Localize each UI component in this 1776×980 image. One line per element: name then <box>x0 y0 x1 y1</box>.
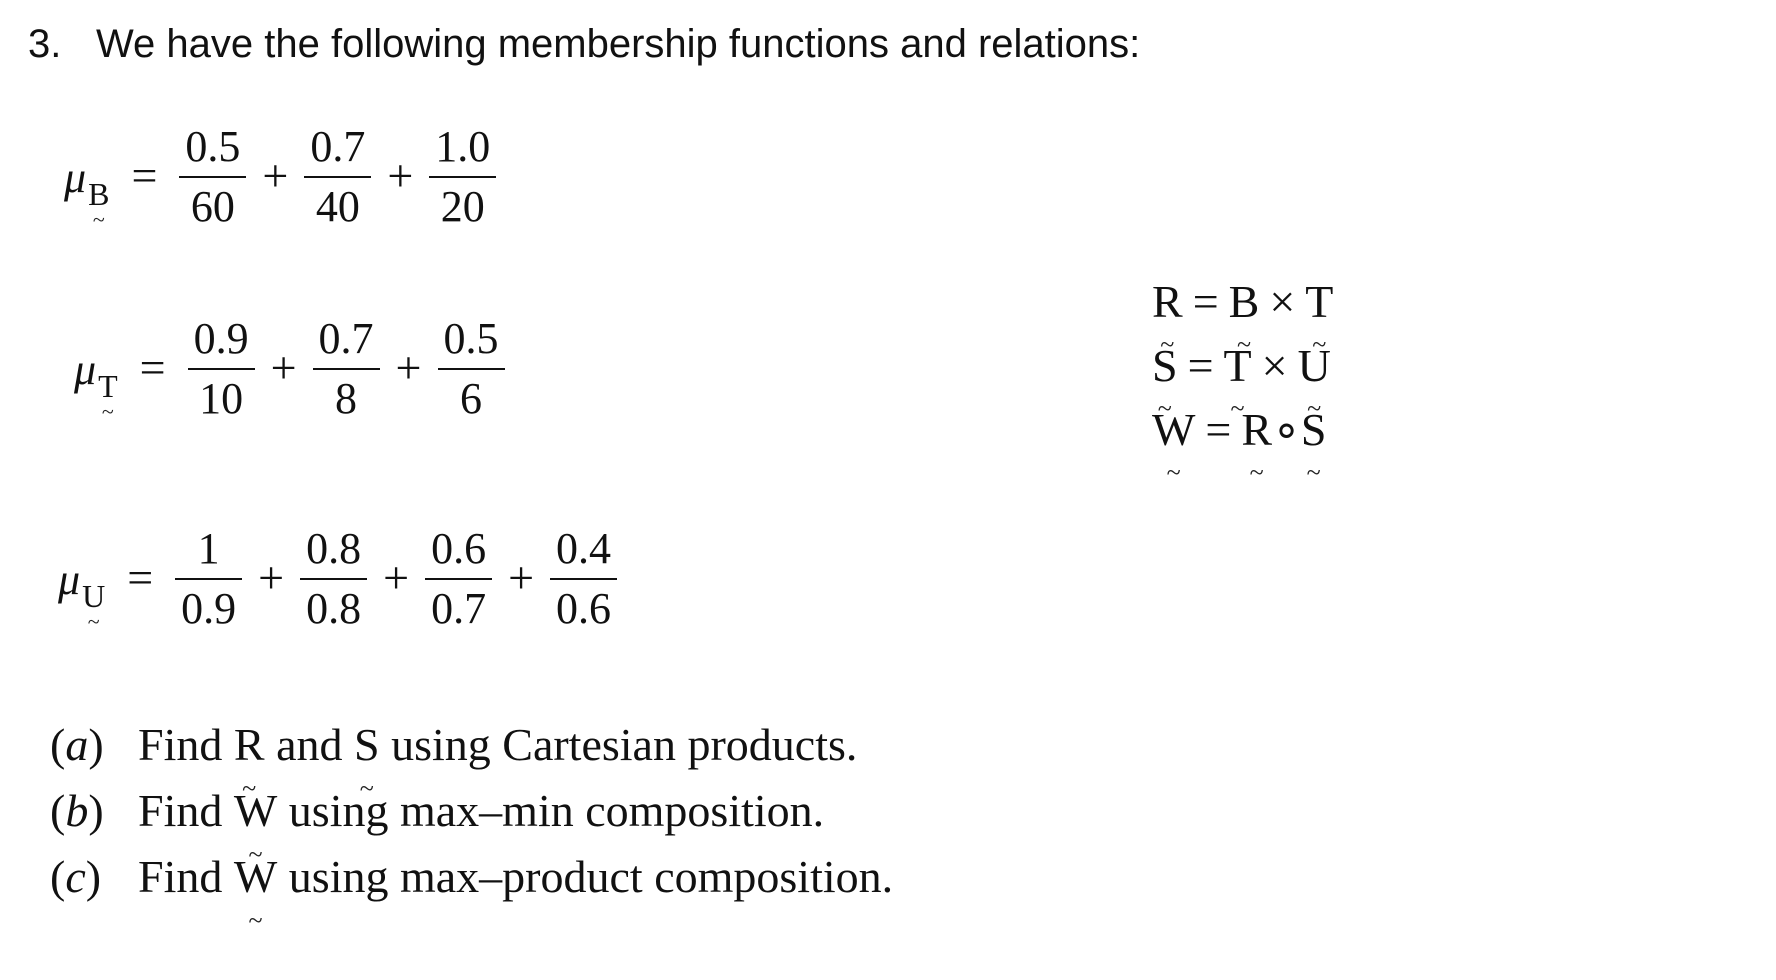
task-label: (b) <box>50 785 104 836</box>
task-text: using Cartesian products. <box>379 719 858 770</box>
relation-lhs: R ~ <box>1152 270 1183 334</box>
term-membership-value: 0.9 <box>193 314 249 363</box>
equals-sign: = <box>1187 340 1214 391</box>
term-membership-value: 0.6 <box>431 524 487 573</box>
term-element: 0.8 <box>306 584 362 633</box>
plus-sign: + <box>258 551 285 603</box>
equals-sign: = <box>139 341 166 393</box>
membership-term <box>300 520 367 638</box>
relation-operand: U ~ <box>1298 334 1331 398</box>
membership-lhs <box>74 344 118 404</box>
term-element: 8 <box>335 374 358 423</box>
problem-number: 3. <box>28 22 62 66</box>
term-membership-value: 1.0 <box>435 122 491 171</box>
relation-w <box>1152 398 1333 462</box>
relation-operand: S ~ <box>1301 398 1327 462</box>
membership-term <box>438 310 505 428</box>
fuzzy-set-symbol: R ~ <box>234 712 265 778</box>
membership-term <box>550 520 617 638</box>
fuzzy-set-symbol: W ~ <box>234 844 277 910</box>
term-element: 60 <box>190 182 235 231</box>
task-item-a <box>50 712 893 778</box>
term-element: 0.9 <box>181 584 237 633</box>
task-text: Find <box>138 719 234 770</box>
term-membership-value: 1 <box>197 524 220 573</box>
relation-operand: R ~ <box>1241 398 1272 462</box>
task-label: (a) <box>50 719 104 770</box>
relation-lhs: W ~ <box>1152 398 1195 462</box>
task-list <box>50 712 893 910</box>
term-membership-value: 0.7 <box>318 314 374 363</box>
membership-function-b <box>64 118 496 236</box>
task-text: Find <box>138 785 234 836</box>
membership-function-t <box>74 310 505 428</box>
term-membership-value: 0.5 <box>185 122 241 171</box>
relations-block <box>1152 270 1333 462</box>
membership-lhs <box>58 554 106 614</box>
term-element: 0.6 <box>556 584 612 633</box>
term-membership-value: 0.7 <box>310 122 366 171</box>
membership-term <box>175 520 242 638</box>
composition-sign: ∘ <box>1272 404 1301 455</box>
membership-term <box>429 118 496 236</box>
term-element: 40 <box>315 182 360 231</box>
plus-sign: + <box>262 149 289 201</box>
task-label: (c) <box>50 851 102 902</box>
plus-sign: + <box>387 149 414 201</box>
relation-operand: T ~ <box>1224 334 1252 398</box>
term-element: 0.7 <box>431 584 487 633</box>
mu-symbol: μ <box>58 554 81 604</box>
term-membership-value: 0.5 <box>443 314 499 363</box>
problem-heading <box>28 18 1140 70</box>
cartesian-product-sign: × <box>1269 276 1296 327</box>
membership-function-u <box>58 520 617 638</box>
term-element: 6 <box>460 374 482 423</box>
term-membership-value: 0.4 <box>556 524 612 573</box>
fuzzy-set-symbol: T ~ <box>98 368 118 405</box>
plus-sign: + <box>395 341 422 393</box>
problem-statement: We have the following membership functions and relations: <box>96 22 1141 66</box>
equals-sign: = <box>1192 276 1219 327</box>
membership-lhs <box>64 152 110 212</box>
fuzzy-set-symbol: U ~ <box>82 578 105 615</box>
membership-term <box>425 520 492 638</box>
mu-symbol: μ <box>74 344 97 394</box>
equals-sign: = <box>131 149 158 201</box>
membership-term <box>179 118 246 236</box>
fuzzy-set-symbol: S ~ <box>354 712 380 778</box>
task-text: and <box>264 719 354 770</box>
task-item-b <box>50 778 893 844</box>
cartesian-product-sign: × <box>1261 340 1288 391</box>
relation-operand: B ~ <box>1229 270 1260 334</box>
mu-symbol: μ <box>64 152 87 202</box>
equals-sign: = <box>127 551 154 603</box>
membership-term <box>313 310 380 428</box>
task-text: Find <box>138 851 234 902</box>
term-membership-value: 0.8 <box>306 524 362 573</box>
membership-term <box>304 118 371 236</box>
task-item-c <box>50 844 893 910</box>
relation-lhs: S ~ <box>1152 334 1178 398</box>
term-element: 10 <box>199 374 244 423</box>
plus-sign: + <box>508 551 535 603</box>
relation-operand: T ~ <box>1305 270 1333 334</box>
equals-sign: = <box>1205 404 1232 455</box>
fuzzy-set-symbol: B ~ <box>88 176 109 213</box>
term-element: 20 <box>440 182 485 231</box>
plus-sign: + <box>270 341 297 393</box>
task-text: using max–min composition. <box>277 785 825 836</box>
task-text: using max–product composition. <box>277 851 894 902</box>
relation-s <box>1152 334 1333 398</box>
fuzzy-set-symbol: W ~ <box>234 778 277 844</box>
membership-term <box>188 310 255 428</box>
plus-sign: + <box>383 551 410 603</box>
relation-r <box>1152 270 1333 334</box>
